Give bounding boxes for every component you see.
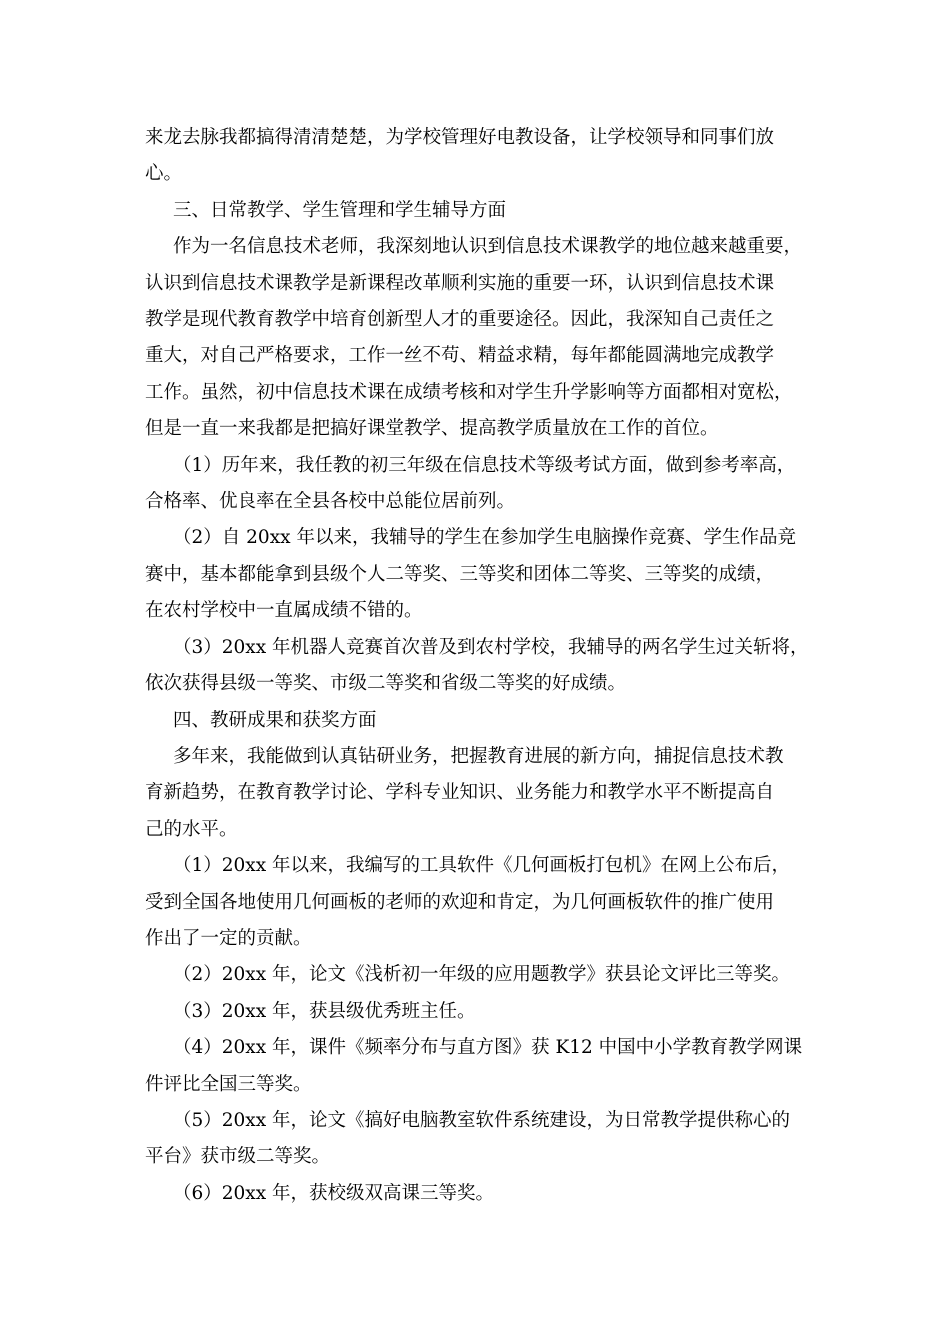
paragraph [145,957,825,993]
text-line: 四、教研成果和获奖方面 [173,709,377,731]
text-line: （4）20xx 年，课件《频率分布与直方图》获 K12 中国中小学教育教学网课 [173,1037,803,1059]
text-line: 教学是现代教育教学中培育创新型人才的重要途径。因此，我深知自己责任之 [145,309,775,331]
paragraph [145,229,825,265]
text-line: 重大，对自己严格要求，工作一丝不苟、精益求精，每年都能圆满地完成教学 [145,345,775,367]
text-line: 作为一名信息技术老师，我深刻地认识到信息技术课教学的地位越来越重要， [173,236,803,258]
text-line: 多年来，我能做到认真钻研业务，把握教育进展的新方向，捕捉信息技术教 [173,745,784,767]
paragraph [145,775,825,848]
text-line: 育新趋势，在教育教学讨论、学科专业知识、业务能力和教学水平不断提高自 [145,782,775,804]
text-line: （3）20xx 年机器人竞赛首次普及到农村学校，我辅导的两名学生过关斩将， [173,636,809,658]
text-line: （6）20xx 年，获校级双高课三等奖。 [173,1182,495,1204]
paragraph [145,994,825,1030]
paragraph [145,193,825,229]
text-line: （5）20xx 年，论文《搞好电脑教室软件系统建设，为日常教学提供称心的 [173,1109,791,1131]
text-line: 心。 [145,163,183,185]
paragraph [145,1139,825,1175]
paragraph [145,266,825,448]
text-line: 依次获得县级一等奖、市级二等奖和省级二等奖的好成绩。 [145,673,627,695]
text-line: 赛中，基本都能拿到县级个人二等奖、三等奖和团体二等奖、三等奖的成绩， [145,563,775,585]
paragraph [145,739,825,775]
text-line: 己的水平。 [145,818,238,840]
text-line: （3）20xx 年，获县级优秀班主任。 [173,1000,476,1022]
text-line: 件评比全国三等奖。 [145,1073,312,1095]
text-line: 三、日常教学、学生管理和学生辅导方面 [173,199,507,221]
paragraph [145,484,825,520]
text-line: 平台》获市级二等奖。 [145,1146,331,1168]
text-line: （1）历年来，我任教的初三年级在信息技术等级考试方面，做到参考率高， [173,454,796,476]
text-line: 认识到信息技术课教学是新课程改革顺利实施的重要一环，认识到信息技术课 [145,272,775,294]
text-line: 作出了一定的贡献。 [145,927,312,949]
text-line: （2）20xx 年，论文《浅析初一年级的应用题教学》获县论文评比三等奖。 [173,964,791,986]
document-body [145,120,825,1212]
text-line: 工作。虽然，初中信息技术课在成绩考核和对学生升学影响等方面都相对宽松， [145,381,793,403]
paragraph [145,885,825,958]
paragraph [145,557,825,630]
text-line: 但是一直一来我都是把搞好课堂教学、提高教学质量放在工作的首位。 [145,418,719,440]
paragraph [145,1176,825,1212]
text-line: 来龙去脉我都搞得清清楚楚，为学校管理好电教设备，让学校领导和同事们放 [145,127,775,148]
text-line: 合格率、优良率在全县各校中总能位居前列。 [145,491,516,513]
paragraph [145,1103,825,1139]
text-line: （1）20xx 年以来，我编写的工具软件《几何画板打包机》在网上公布后， [173,855,791,877]
paragraph [145,520,825,556]
paragraph [145,848,825,884]
paragraph [145,630,825,666]
text-line: 受到全国各地使用几何画板的老师的欢迎和肯定，为几何画板软件的推广使用 [145,891,775,913]
paragraph [145,1067,825,1103]
paragraph [145,120,825,193]
text-line: （2）自 20xx 年以来，我辅导的学生在参加学生电脑操作竞赛、学生作品竞 [173,527,796,549]
text-line: 在农村学校中一直属成绩不错的。 [145,600,423,622]
paragraph [145,448,825,484]
paragraph [145,703,825,739]
paragraph [145,1030,825,1066]
paragraph [145,666,825,702]
